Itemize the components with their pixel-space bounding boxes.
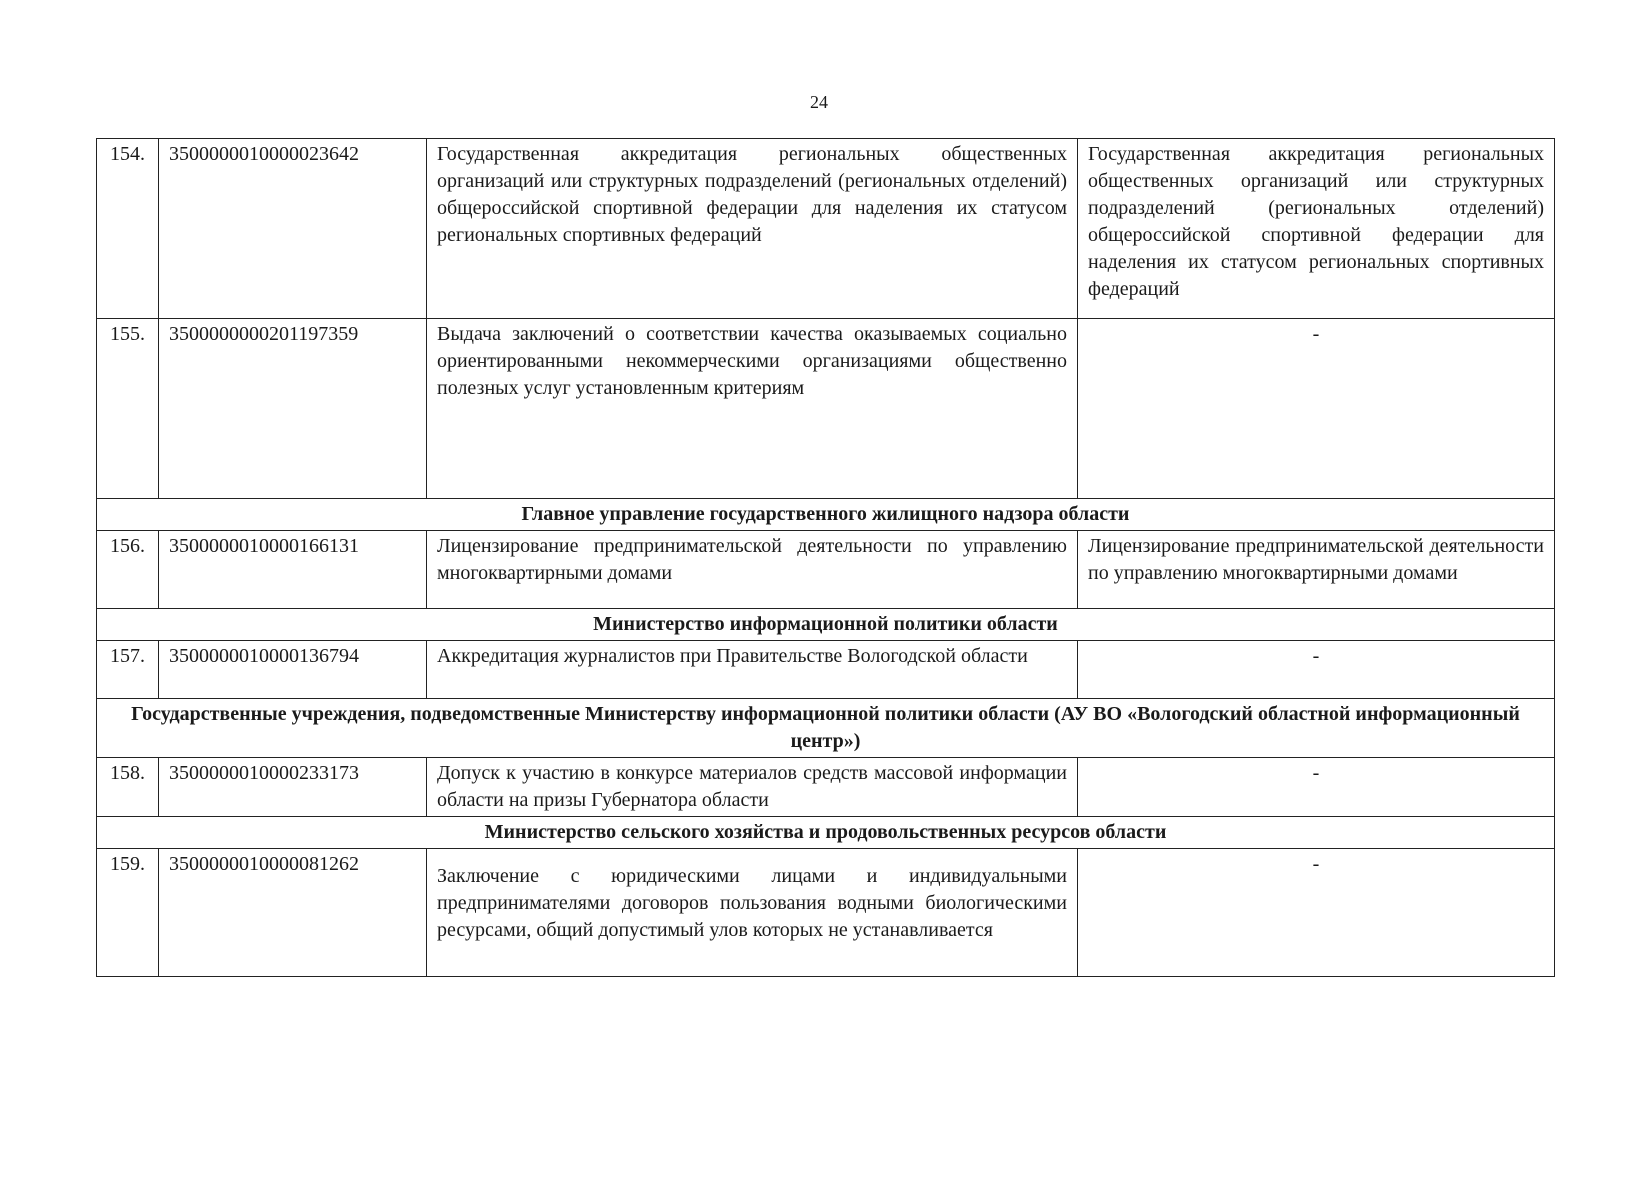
service-code: 3500000010000136794 bbox=[159, 641, 427, 699]
service-code: 3500000010000081262 bbox=[159, 849, 427, 977]
page-number: 24 bbox=[810, 92, 828, 112]
service-code: 3500000000201197359 bbox=[159, 319, 427, 499]
table-row bbox=[97, 139, 1555, 319]
service-code: 3500000010000233173 bbox=[159, 758, 427, 817]
section-header-row bbox=[97, 609, 1555, 641]
section-header-row bbox=[97, 699, 1555, 758]
row-number: 159. bbox=[97, 849, 159, 977]
section-title: Министерство информационной политики области bbox=[97, 609, 1555, 641]
table-row bbox=[97, 849, 1555, 977]
section-header-row bbox=[97, 499, 1555, 531]
table-row bbox=[97, 319, 1555, 499]
service-name: Лицензирование предпринимательской деятельности по управлению многоквартирными домами bbox=[427, 531, 1078, 609]
table-row bbox=[97, 641, 1555, 699]
row-number: 157. bbox=[97, 641, 159, 699]
related-service: Государственная аккредитация региональных общественных организаций или структурных подразделений (региональных отделений) общероссийской спортивной федерации для наделения их статусом региональных спортивных федераций bbox=[1078, 139, 1555, 319]
service-name: Заключение с юридическими лицами и индивидуальными предпринимателями договоров пользования водными биологическими ресурсами, общий допустимый улов которых не устанавливается bbox=[427, 849, 1078, 977]
service-name: Аккредитация журналистов при Правительстве Вологодской области bbox=[427, 641, 1078, 699]
related-service: - bbox=[1078, 319, 1555, 499]
section-title: Главное управление государственного жилищного надзора области bbox=[97, 499, 1555, 531]
services-table bbox=[96, 138, 1555, 977]
row-number: 158. bbox=[97, 758, 159, 817]
section-header-row bbox=[97, 817, 1555, 849]
related-service: - bbox=[1078, 641, 1555, 699]
section-title: Государственные учреждения, подведомственные Министерству информационной политики области (АУ ВО «Вологодский областной информационный центр») bbox=[97, 699, 1555, 758]
service-name: Выдача заключений о соответствии качества оказываемых социально ориентированными некоммерческими организациями общественно полезных услуг установленным критериям bbox=[427, 319, 1078, 499]
row-number: 156. bbox=[97, 531, 159, 609]
service-name: Допуск к участию в конкурсе материалов средств массовой информации области на призы Губернатора области bbox=[427, 758, 1078, 817]
table-row bbox=[97, 531, 1555, 609]
section-title: Министерство сельского хозяйства и продовольственных ресурсов области bbox=[97, 817, 1555, 849]
related-service: - bbox=[1078, 849, 1555, 977]
service-name: Государственная аккредитация региональных общественных организаций или структурных подразделений (региональных отделений) общероссийской спортивной федерации для наделения их статусом региональных спортивных федераций bbox=[427, 139, 1078, 319]
table-row bbox=[97, 758, 1555, 817]
related-service: - bbox=[1078, 758, 1555, 817]
row-number: 154. bbox=[97, 139, 159, 319]
row-number: 155. bbox=[97, 319, 159, 499]
related-service: Лицензирование предпринимательской деятельности по управлению многоквартирными домами bbox=[1078, 531, 1555, 609]
service-code: 3500000010000023642 bbox=[159, 139, 427, 319]
service-code: 3500000010000166131 bbox=[159, 531, 427, 609]
